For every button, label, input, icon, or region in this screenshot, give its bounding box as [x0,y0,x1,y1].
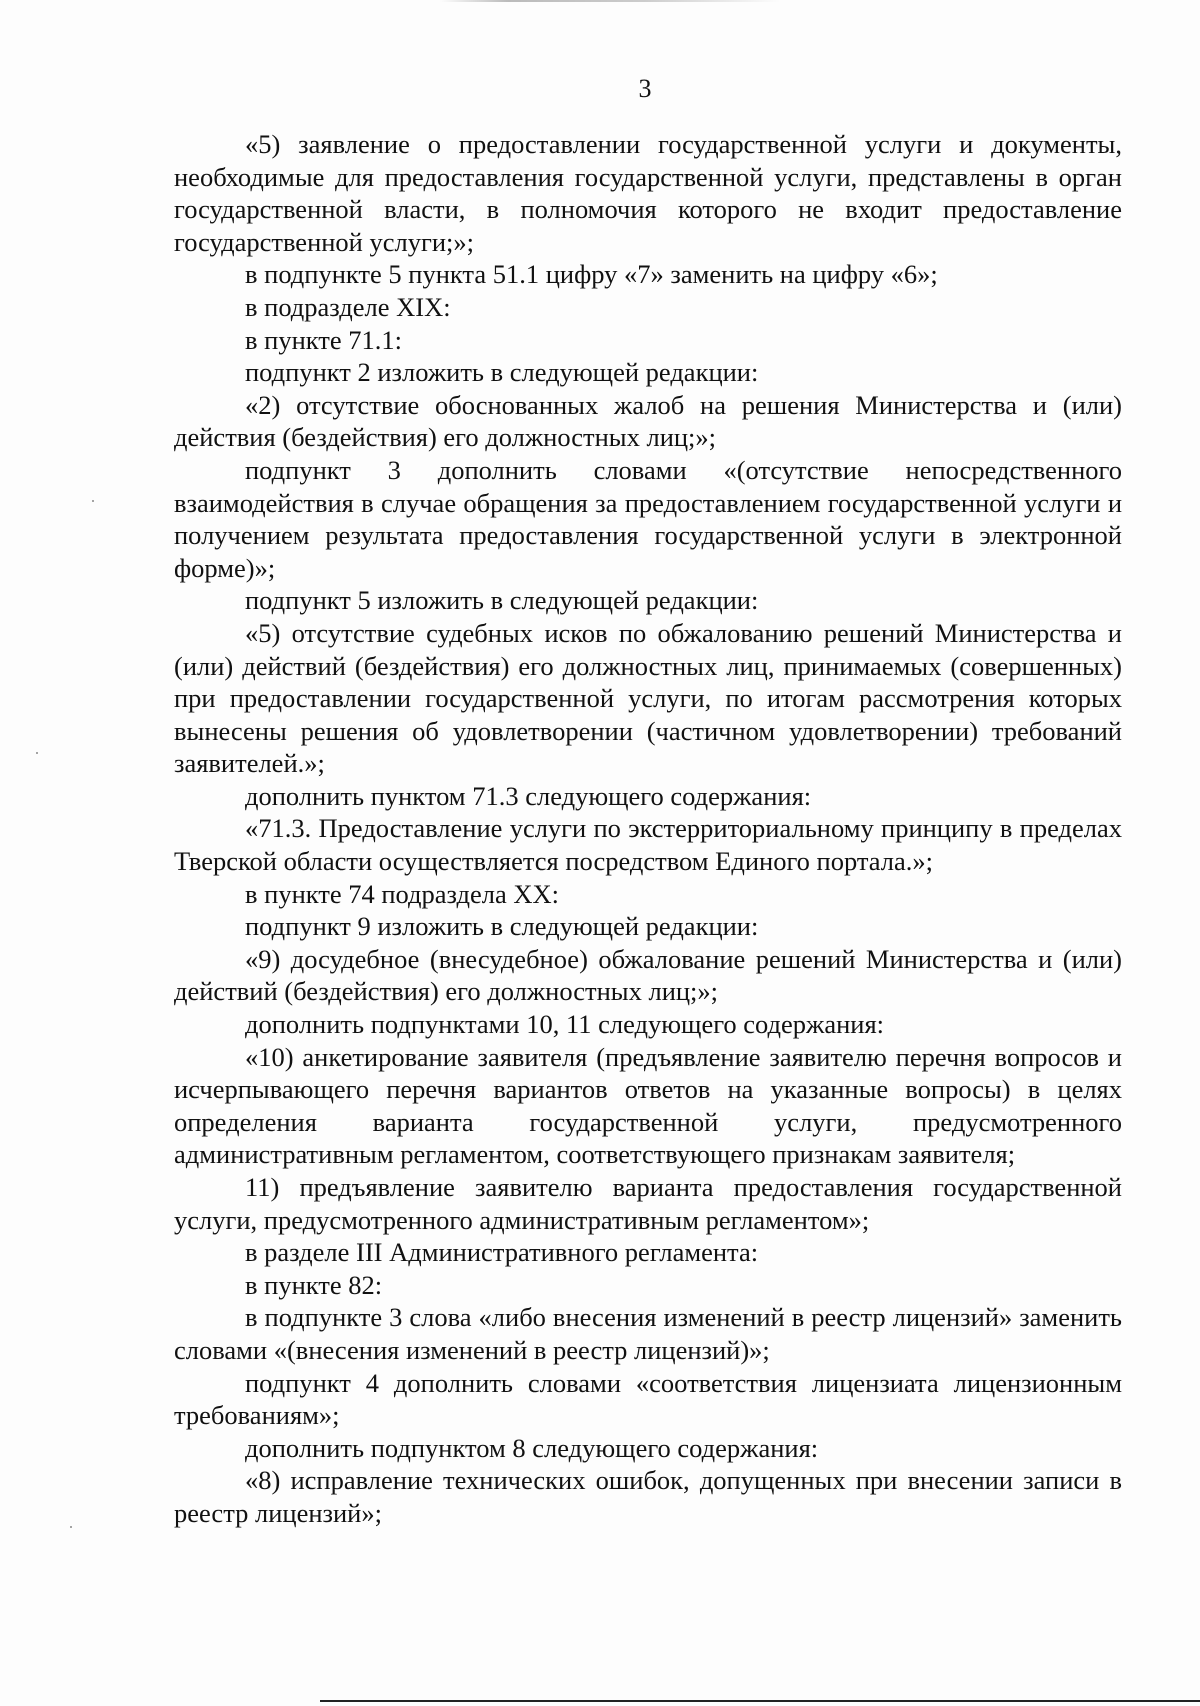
paragraph: подпункт 2 изложить в следующей редакции: [245,357,759,388]
paragraph: «9) досудебное (внесудебное) обжалование решений Министерства и (или) действий (бездействия) его должностных лиц;»; [174,943,1122,1007]
scan-speck [92,500,94,502]
paragraph: в пункте 71.1: [245,324,402,355]
paragraph: «5) заявление о предоставлении государственной услуги и документы, необходимые для предоставления государственной услуги, представлены в орган государственной власти, в полномочия которого не входит предоставление государственной услуги;»; [174,129,1122,257]
page-number: 3 [638,74,652,103]
paragraph: подпункт 3 дополнить словами «(отсутствие непосредственного взаимодействия в случае обращения за предоставлением государственной услуги и получением результата предоставления государственной услуги в электронной форме)»; [174,454,1122,583]
paragraph: в пункте 82: [245,1269,383,1300]
paragraph: «10) анкетирование заявителя (предъявление заявителю перечня вопросов и исчерпывающего перечня вариантов ответов на указанные вопросы) в целях определения варианта государственной услуги, предусмотренного административным регламентом, соответствующего признакам заявителя; [174,1041,1122,1170]
paragraph: дополнить подпунктом 8 следующего содержания: [245,1432,819,1463]
scan-speck [70,1526,72,1528]
paragraph: в разделе III Административного регламента: [245,1237,759,1268]
paragraph: в подпункте 3 слова «либо внесения изменений в реестр лицензий» заменить словами «(внесения изменений в реестр лицензий)»; [174,1302,1122,1365]
paragraph: дополнить пунктом 71.3 следующего содержания: [245,780,812,811]
scan-speck [36,752,38,754]
scan-edge-bottom [320,1700,1200,1702]
scan-edge-top [440,0,780,2]
paragraph: «8) исправление технических ошибок, допущенных при внесении записи в реестр лицензий»; [174,1465,1122,1528]
paragraph: подпункт 4 дополнить словами «соответствия лицензиата лицензионным требованиям»; [174,1367,1122,1431]
paragraph: дополнить подпунктами 10, 11 следующего содержания: [245,1009,885,1040]
paragraph: в подпункте 5 пункта 51.1 цифру «7» заменить на цифру «6»; [245,259,938,290]
paragraph: в подразделе XIX: [245,291,451,322]
paragraph: «2) отсутствие обоснованных жалоб на решения Министерства и (или) действия (бездействия) его должностных лиц;»; [174,389,1122,453]
paragraph: 11) предъявление заявителю варианта предоставления государственной услуги, предусмотренного административным регламентом»; [174,1172,1122,1235]
paragraph: «5) отсутствие судебных исков по обжалованию решений Министерства и (или) действий (бездействия) его должностных лиц, принимаемых (совершенных) при предоставлении государственной услуги, по итогам рассмотрения которых вынесены решения об удовлетворении (частичном удовлетворении) требований заявителей.»; [174,617,1122,779]
paragraph: в пункте 74 подраздела XX: [245,878,560,909]
paragraph: подпункт 9 изложить в следующей редакции: [245,911,759,942]
paragraph: подпункт 5 изложить в следующей редакции: [245,585,759,616]
paragraph: «71.3. Предоставление услуги по экстерриториальному принципу в пределах Тверской области осуществляется посредством Единого портала.»; [174,813,1122,877]
document-body [174,128,1122,1530]
